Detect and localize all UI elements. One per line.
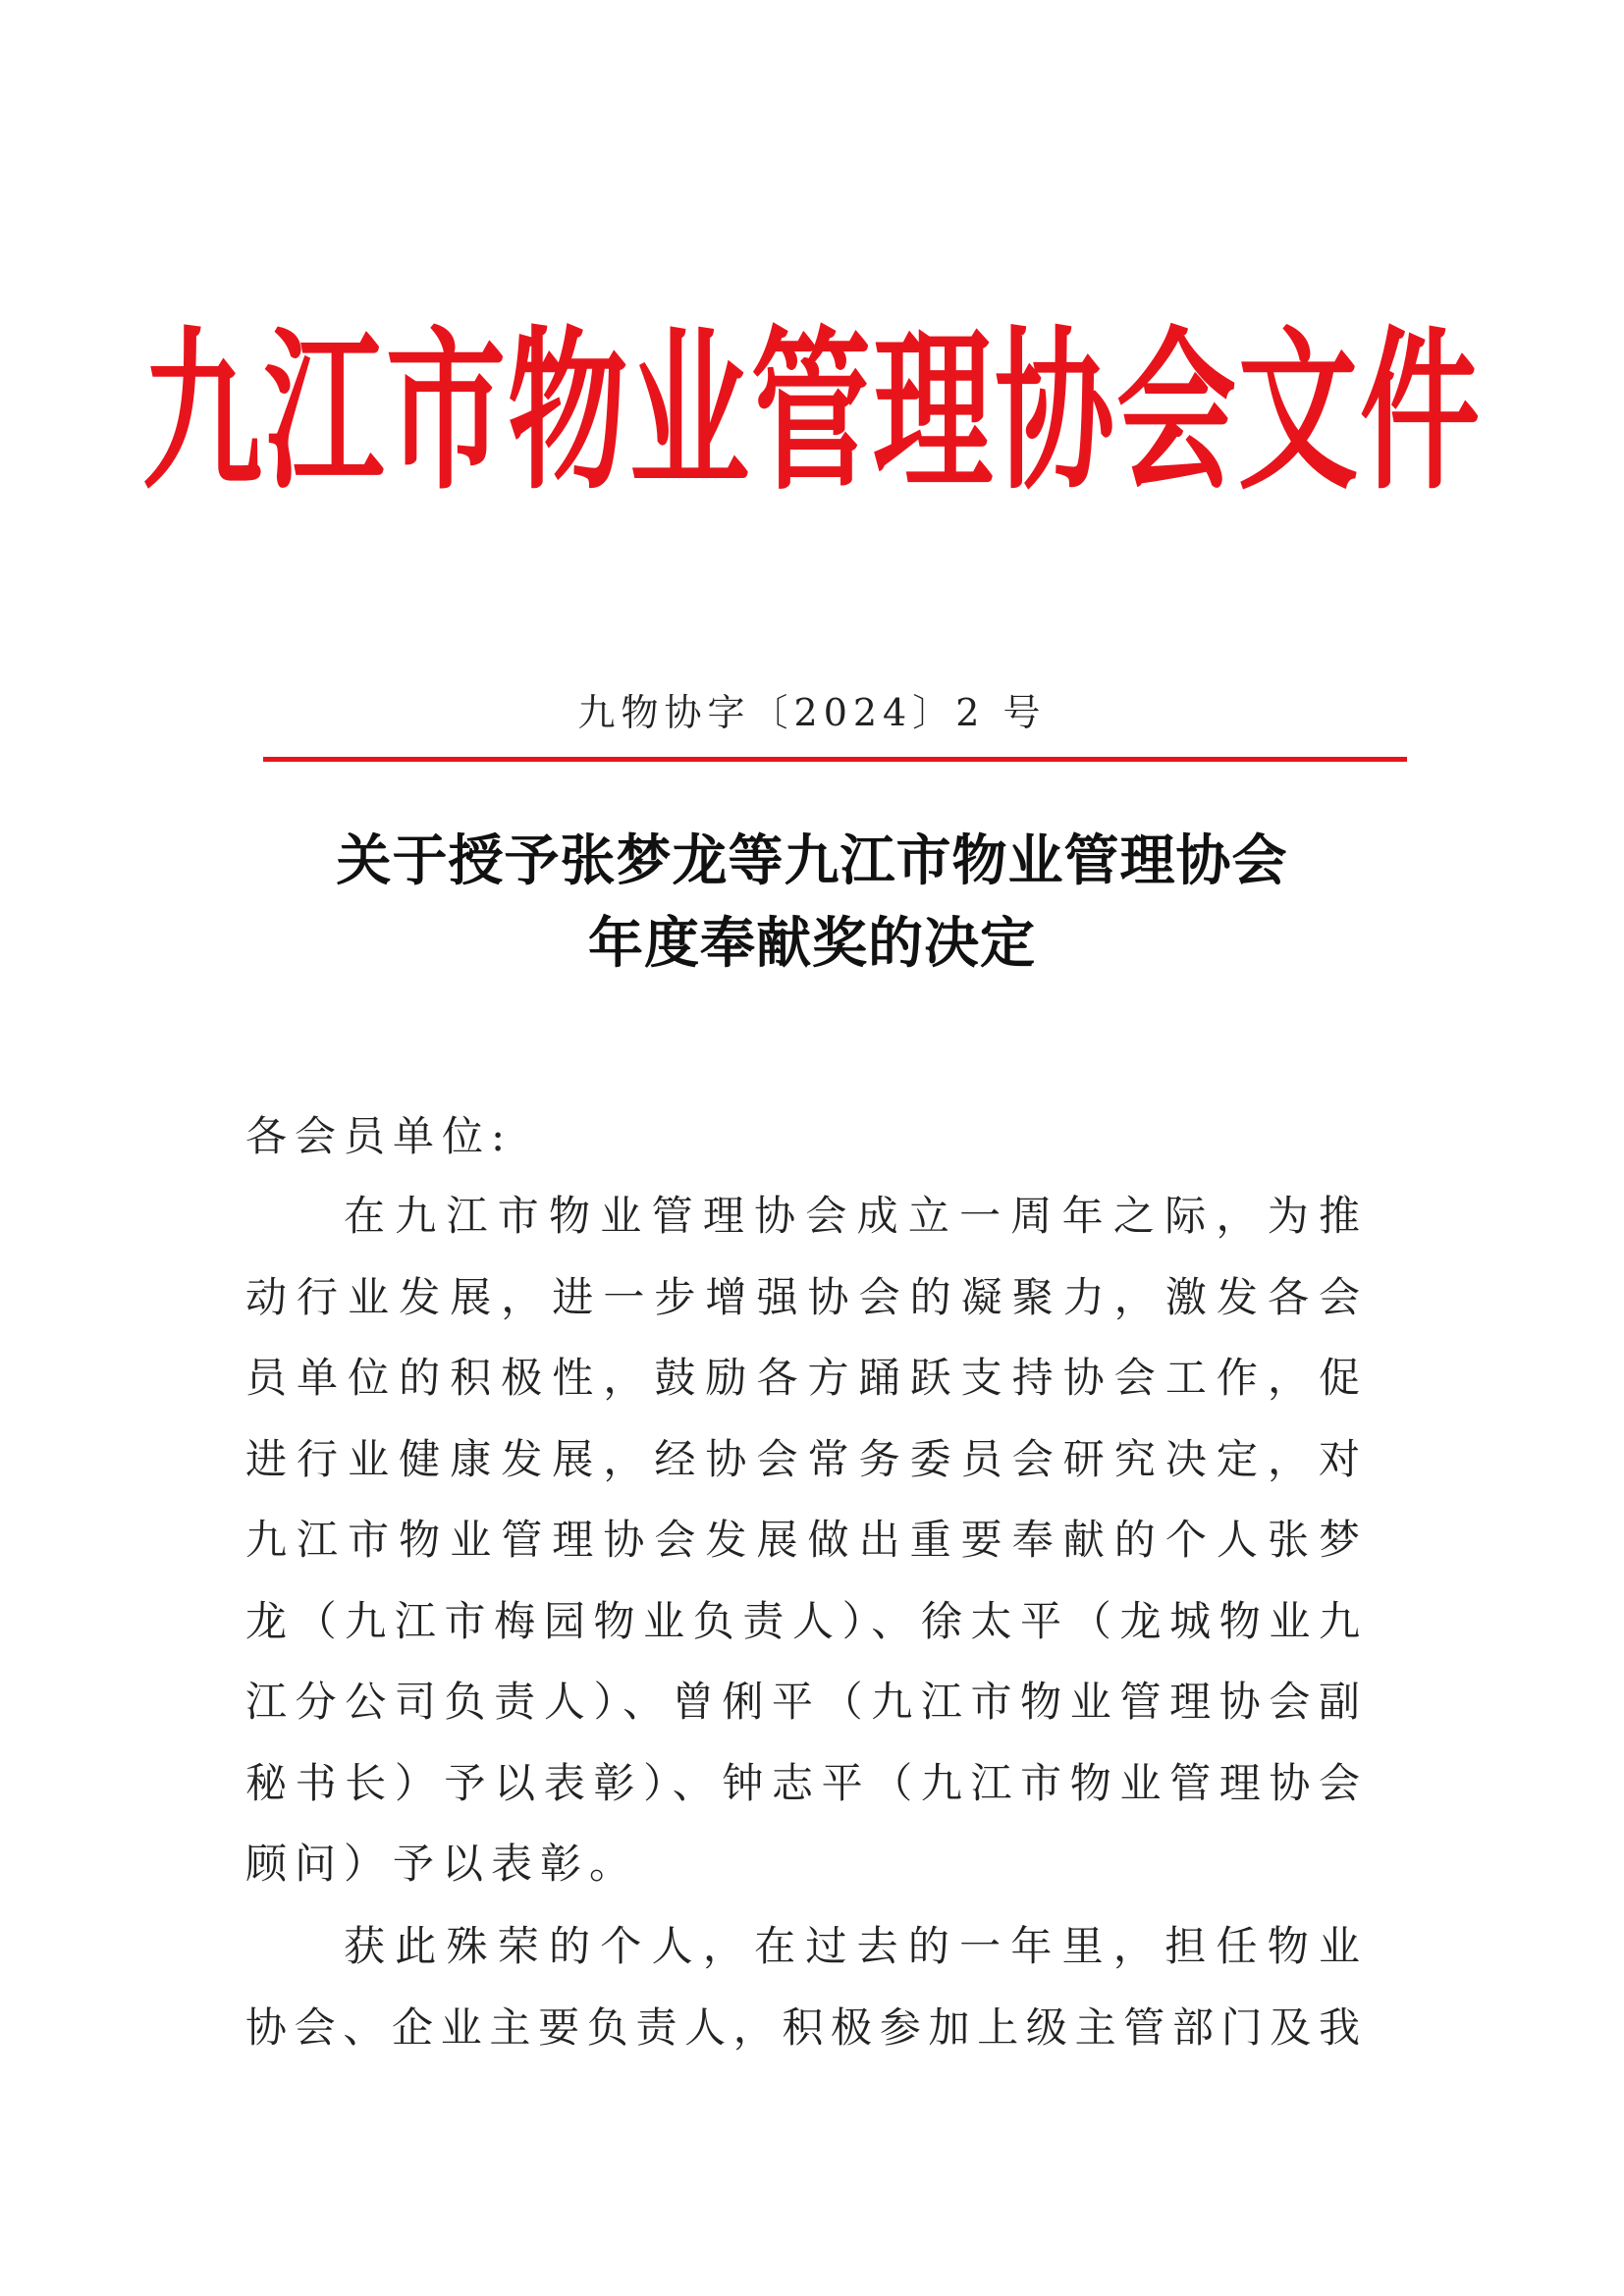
paragraph-line: 获此殊荣的个人，在过去的一年里，担任物业 — [344, 1922, 1360, 1970]
paragraph-line: 在九江市物业管理协会成立一周年之际，为推 — [344, 1192, 1360, 1240]
paragraph-line: 进行业健康发展，经协会常务委员会研究决定，对 — [245, 1434, 1360, 1483]
paragraph-2 — [245, 1906, 1360, 2068]
paragraph-line: 顾问）予以表彰。 — [245, 1840, 639, 1888]
salutation: 各会员单位: — [245, 1112, 514, 1160]
red-divider — [263, 757, 1407, 762]
masthead-title: 九江市物业管理协会文件 — [142, 311, 1482, 513]
paragraph-line: 秘书长）予以表彰）、钟志平（九江市物业管理协会 — [245, 1758, 1360, 1807]
title-line-1: 关于授予张梦龙等九江市物业管理协会 — [336, 829, 1288, 893]
paragraph-1 — [245, 1176, 1360, 1905]
document-number: 九物协字〔2024〕2 号 — [577, 691, 1047, 734]
title-line-2: 年度奉献奖的决定 — [588, 912, 1036, 976]
paragraph-line: 员单位的积极性，鼓励各方踊跃支持协会工作，促 — [245, 1354, 1360, 1402]
document-title — [0, 821, 1624, 986]
paragraph-line: 协会、企业主要负责人，积极参加上级主管部门及我 — [245, 2002, 1360, 2052]
paragraph-line: 龙（九江市梅园物业负责人）、徐太平（龙城物业九 — [245, 1596, 1360, 1645]
paragraph-line: 江分公司负责人）、曾俐平（九江市物业管理协会副 — [245, 1678, 1360, 1726]
paragraph-line: 九江市物业管理协会发展做出重要奉献的个人张梦 — [245, 1516, 1360, 1564]
paragraph-line: 动行业发展，进一步增强协会的凝聚力，激发各会 — [245, 1272, 1360, 1321]
